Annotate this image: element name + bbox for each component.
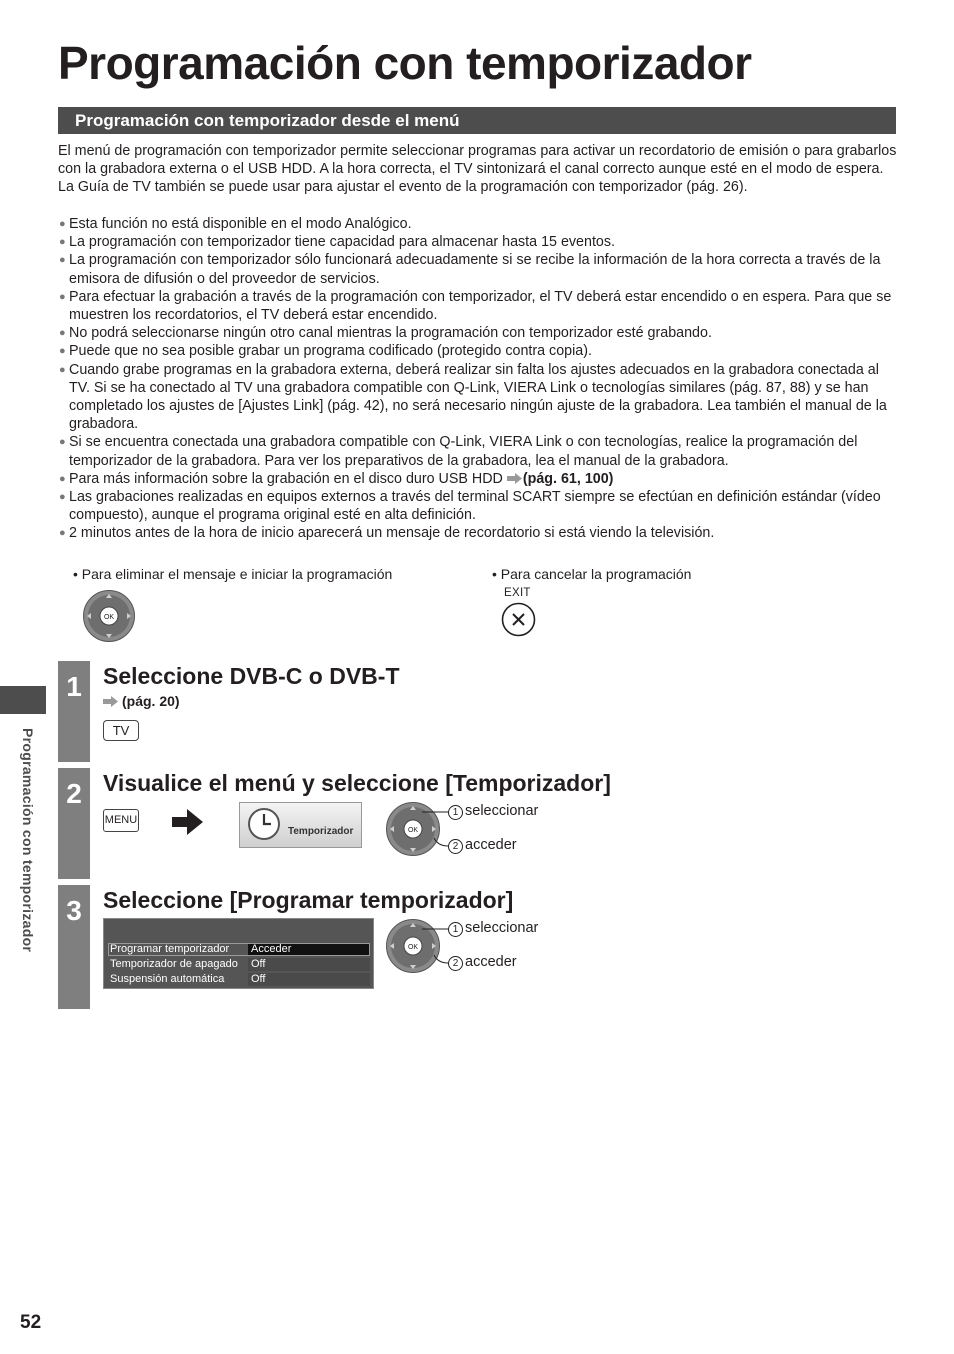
side-tab-label: Programación con temporizador (20, 728, 36, 953)
bullet-icon: ● (59, 363, 66, 376)
temporizador-icon-label: Temporizador (288, 826, 354, 837)
menu-row-suspension[interactable]: Suspensión automática Off (108, 973, 370, 986)
list-item: ● La programación con temporizador sólo funcionará adecuadamente si se recibe la información de la hora correcta a través de la emisora de difusión o del proveedor de servicios. (59, 252, 881, 287)
list-item: ● No podrá seleccionarse ningún otro canal mientras la programación con temporizador esté grabando. (59, 325, 712, 342)
side-tab-marker (0, 686, 46, 714)
bullet-icon: ● (59, 491, 66, 504)
timer-menu-screen (103, 918, 374, 989)
menu-row-apagado[interactable]: Temporizador de apagado Off (108, 958, 370, 971)
step-1-title: Seleccione DVB-C o DVB-T (103, 663, 400, 689)
legend-select: 1 seleccionar (448, 920, 538, 937)
step-3-title: Seleccione [Programar temporizador] (103, 887, 514, 913)
tv-key-icon: TV (103, 720, 139, 741)
leader-lines (420, 925, 450, 973)
step-number: 1 (66, 671, 82, 702)
step-3-bar (58, 885, 90, 1009)
list-item: ● Esta función no está disponible en el modo Analógico. (59, 216, 412, 232)
bullet-icon: ● (59, 290, 66, 303)
list-item: ● Las grabaciones realizadas en equipos externos a través del terminal SCART siempre se efectúan en definición estándar (vídeo compuesto), aunque el programa original esté en alta definición. (59, 489, 881, 524)
step-1-page-reference: (pág. 20) (122, 693, 180, 709)
bullet-icon: ● (59, 218, 66, 230)
bullet-icon: ● (59, 527, 66, 540)
step-number: 3 (66, 895, 82, 926)
step-number: 2 (66, 778, 82, 809)
section-header-bar (58, 107, 896, 134)
bullet-icon: ● (59, 436, 66, 449)
intro-paragraph-1: El menú de programación con temporizador permite seleccionar programas para activar un recordatorio de emisión o para grabarlos con la grabadora externa o el USB HDD. A la hora correcta, el TV sintonizará el canal correcto aunque esté en el modo de espera. (58, 143, 897, 178)
bullet-icon: ● (59, 327, 66, 340)
bullet-icon: ● (59, 254, 66, 267)
step-2-title: Visualice el menú y seleccione [Temporizador] (103, 770, 611, 796)
list-item: ● Puede que no sea posible grabar un programa codificado (protegido contra copia). (59, 343, 592, 360)
list-item: ● Si se encuentra conectada una grabadora compatible con Q-Link, VIERA Link o con tecnologías, realice la programación del temporizador de la grabadora. Para ver los preparativos de la grabadora, lea el manual de la grabadora. (59, 434, 858, 469)
legend-enter: 2 acceder (448, 837, 517, 854)
exit-button-icon (501, 602, 536, 637)
intro-paragraph-2: La Guía de TV también se puede usar para ajustar el evento de la programación con temporizador (pág. 26). (58, 179, 748, 196)
subnote-remove-message: • Para eliminar el mensaje e iniciar la programación (73, 566, 393, 582)
temporizador-menu-icon (239, 802, 362, 848)
exit-label: EXIT (504, 587, 531, 599)
list-item: ● La programación con temporizador tiene capacidad para almacenar hasta 15 eventos. (59, 234, 615, 251)
list-item: ● 2 minutos antes de la hora de inicio aparecerá un mensaje de recordatorio si está viendo la televisión. (59, 525, 715, 542)
list-item: ● Para efectuar la grabación a través de la programación con temporizador, el TV deberá estar encendido o en espera. Para que se muestren los recordatorios, el TV deberá estar encendido. (59, 288, 892, 324)
arrow-right-icon (507, 473, 523, 484)
step-1-bar (58, 661, 90, 762)
bullet-icon: ● (59, 236, 66, 249)
bullet-icon: ● (59, 345, 66, 358)
section-title: Programación con temporizador desde el menú (75, 111, 460, 130)
page-number: 52 (20, 1312, 42, 1333)
svg-text:OK: OK (407, 944, 419, 951)
svg-text:OK: OK (103, 614, 115, 621)
arrow-right-icon (103, 696, 119, 707)
notes-list (58, 215, 898, 543)
subnote-cancel: • Para cancelar la programación (492, 566, 692, 582)
bullet-icon: ● (59, 472, 66, 485)
intro-text (58, 142, 898, 197)
page-title: Programación con temporizador (58, 37, 752, 89)
svg-text:OK: OK (407, 827, 419, 834)
menu-row-programar[interactable]: Programar temporizador Acceder (108, 943, 370, 956)
step-2-bar (58, 768, 90, 879)
arrow-right-icon (172, 809, 204, 835)
ok-dpad-icon (82, 589, 136, 643)
leader-lines (420, 808, 450, 856)
page-reference: (pág. 61, 100) (522, 470, 614, 487)
list-item: ● Para más información sobre la grabación en el disco duro USB HDD (pág. 61, 100) (59, 470, 614, 487)
menu-key-icon: MENU (103, 809, 139, 832)
clock-icon (247, 807, 281, 841)
legend-select: 1 seleccionar (448, 803, 538, 820)
list-item: ● Cuando grabe programas en la grabadora externa, deberá realizar sin falta los ajustes adecuados en la grabadora conectada al TV. Si se ha conectado al TV una grabadora compatible con Q-Link, VIERA Link o tecnologías similares (pág. 87, 88) y se han completado los ajustes de [Ajustes Link] (pág. 42), no será necesario ningún ajuste de la grabadora. Lea también el manual de la grabadora. (59, 361, 887, 433)
legend-enter: 2 acceder (448, 954, 517, 971)
